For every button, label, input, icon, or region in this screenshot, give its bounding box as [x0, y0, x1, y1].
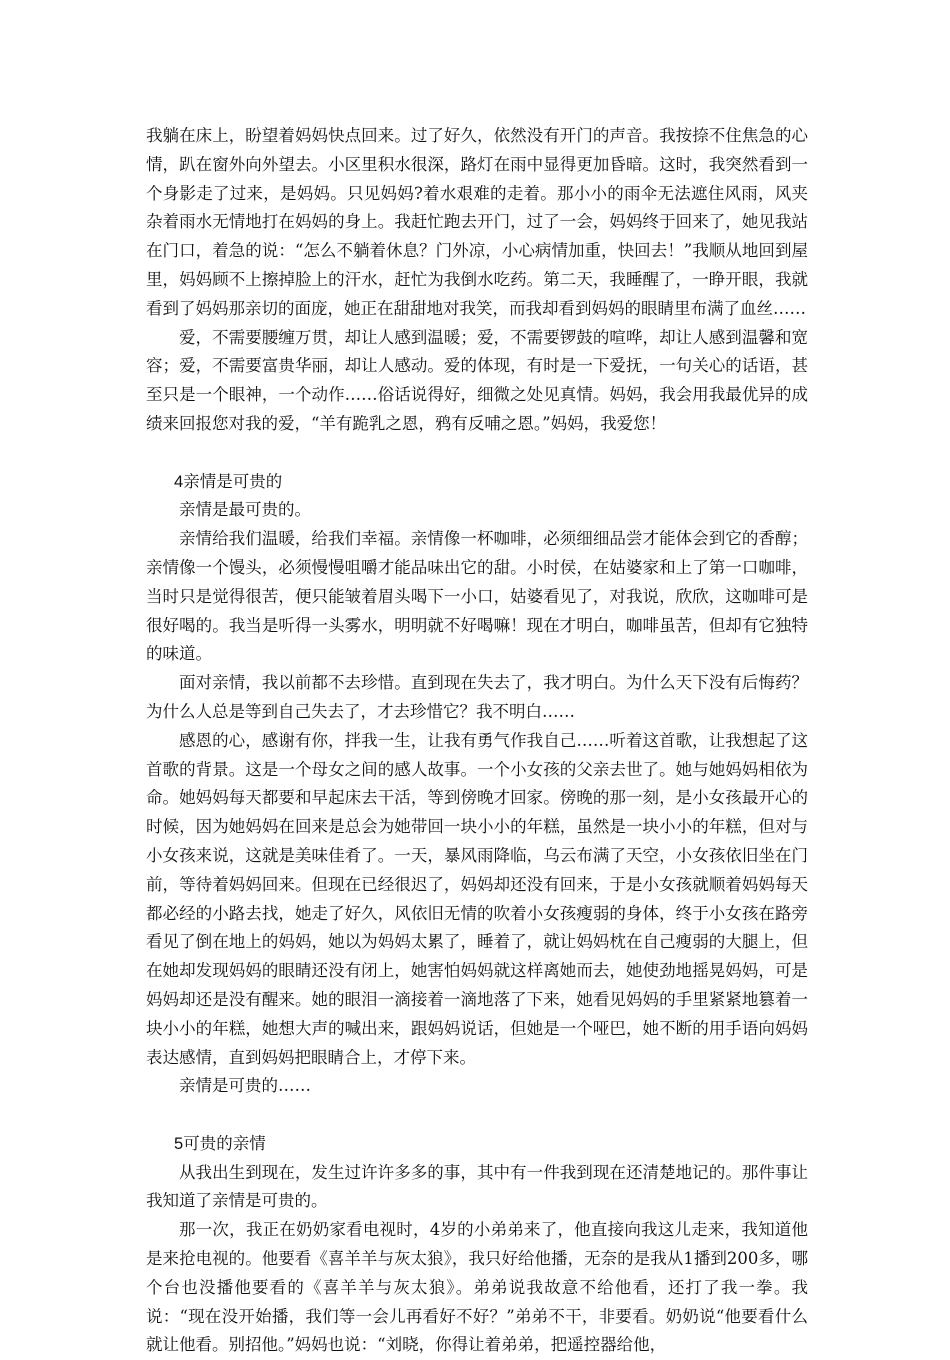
section-number: 5 — [174, 1134, 184, 1153]
paragraph: 爱，不需要腰缠万贯，却让人感到温暖；爱，不需要锣鼓的喧哗，却让人感到温馨和宽容；爱，不需要富贵华丽，却让人感动。爱的体现，有时是一下爱抚，一句关心的话语，甚至只是一个眼神，一个动作……俗话说得好，细微之处见真情。妈妈，我会用我最优异的成绩来回报您对我的爱，“羊有跪乳之恩，鸦有反哺之恩。”妈妈，我爱您！ — [146, 327, 808, 433]
section-title: 亲情是可贵的 — [183, 471, 283, 491]
paragraph: 我躺在床上，盼望着妈妈快点回来。过了好久，依然没有开门的声音。我按捺不住焦急的心情，趴在窗外向外望去。小区里积水很深，路灯在雨中显得更加昏暗。这时，我突然看到一个身影走了过来，是妈妈。只见妈妈?着水艰难的走着。那小小的雨伞无法遮住风雨，风夹杂着雨水无情地打在妈妈的身上。我赶忙跑去开门，过了一会，妈妈终于回来了，她见我站在门口，着急的说：“怎么不躺着休息？门外凉，小心病情加重，快回去！”我顺从地回到屋里，妈妈顾不上擦掉脸上的汗水，赶忙为我倒水吃药。第二天，我睡醒了，一睁开眼，我就看到了妈妈那亲切的面庞，她正在甜甜地对我笑，而我却看到妈妈的眼睛里布满了血丝…… — [146, 126, 808, 318]
paragraph: 面对亲情，我以前都不去珍惜。直到现在失去了，我才明白。为什么天下没有后悔药？为什么人总是等到自己失去了，才去珍惜它？我不明白…… — [146, 673, 808, 721]
document-page — [146, 122, 808, 1360]
spacer — [146, 439, 808, 468]
paragraph: 那一次，我正在奶奶家看电视时，4岁的小弟弟来了，他直接向我这儿走来，我知道他是来抢电视的。他要看《喜羊羊与灰太狼》，我只好给他播，无奈的是我从1播到200多，哪个台也没播他要看的《喜羊羊与灰太狼》。弟弟说我故意不给他看，还打了我一拳。我说：“现在没开始播，我们等一会儿再看好不好？”弟弟不干，非要看。奶奶说“他要看什么就让他看。别招他。”妈妈也说：“刘晓，你得让着弟弟，把遥控器给他， — [146, 1220, 808, 1355]
spacer — [146, 1101, 808, 1130]
section-heading — [146, 1130, 808, 1159]
paragraph: 感恩的心，感谢有你，拌我一生，让我有勇气作我自己……听着这首歌，让我想起了这首歌的背景。这是一个母女之间的感人故事。一个小女孩的父亲去世了。她与她妈妈相依为命。她妈妈每天都要和早起床去干活，等到傍晚才回家。傍晚的那一刻，是小女孩最开心的时候，因为她妈妈在回来是总会为她带回一块小小的年糕，虽然是一块小小的年糕，但对与小女孩来说，这就是美味佳肴了。一天，暴风雨降临，乌云布满了天空，小女孩依旧坐在门前，等待着妈妈回来。但现在已经很迟了，妈妈却还没有回来，于是小女孩就顺着妈妈每天都必经的小路去找，她走了好久，风依旧无情的吹着小女孩瘦弱的身体，终于小女孩在路旁看见了倒在地上的妈妈，她以为妈妈太累了，睡着了，就让妈妈枕在自己瘦弱的大腿上，但在她却发现妈妈的眼睛还没有闭上，她害怕妈妈就这样离她而去，她使劲地摇晃妈妈，可是妈妈却还是没有醒来。她的眼泪一滴接着一滴地落了下来，她看见妈妈的手里紧紧地篡着一块小小的年糕，她想大声的喊出来，跟妈妈说话，但她是一个哑巴，她不断的用手语向妈妈表达感情，直到妈妈把眼睛合上，才停下来。 — [146, 730, 808, 1067]
section-title: 可贵的亲情 — [183, 1133, 266, 1153]
paragraph: 从我出生到现在，发生过许许多多的事，其中有一件我到现在还清楚地记的。那件事让我知道了亲情是可贵的。 — [146, 1162, 808, 1211]
paragraph: 亲情给我们温暖，给我们幸福。亲情像一杯咖啡，必须细细品尝才能体会到它的香醇；亲情像一个馒头，必须慢慢咀嚼才能品味出它的甜。小时侯，在姑婆家和上了第一口咖啡，当时只是觉得很苦，便只能皱着眉头喝下一小口，姑婆看见了，对我说，欣欣，这咖啡可是很好喝的。我当是听得一头雾水，明明就不好喝嘛！现在才明白，咖啡虽苦，但却有它独特的味道。 — [146, 529, 808, 664]
section-heading — [146, 468, 808, 497]
paragraph: 亲情是可贵的…… — [179, 1076, 311, 1096]
section-number: 4 — [174, 472, 184, 491]
paragraph: 亲情是最可贵的。 — [179, 500, 311, 520]
